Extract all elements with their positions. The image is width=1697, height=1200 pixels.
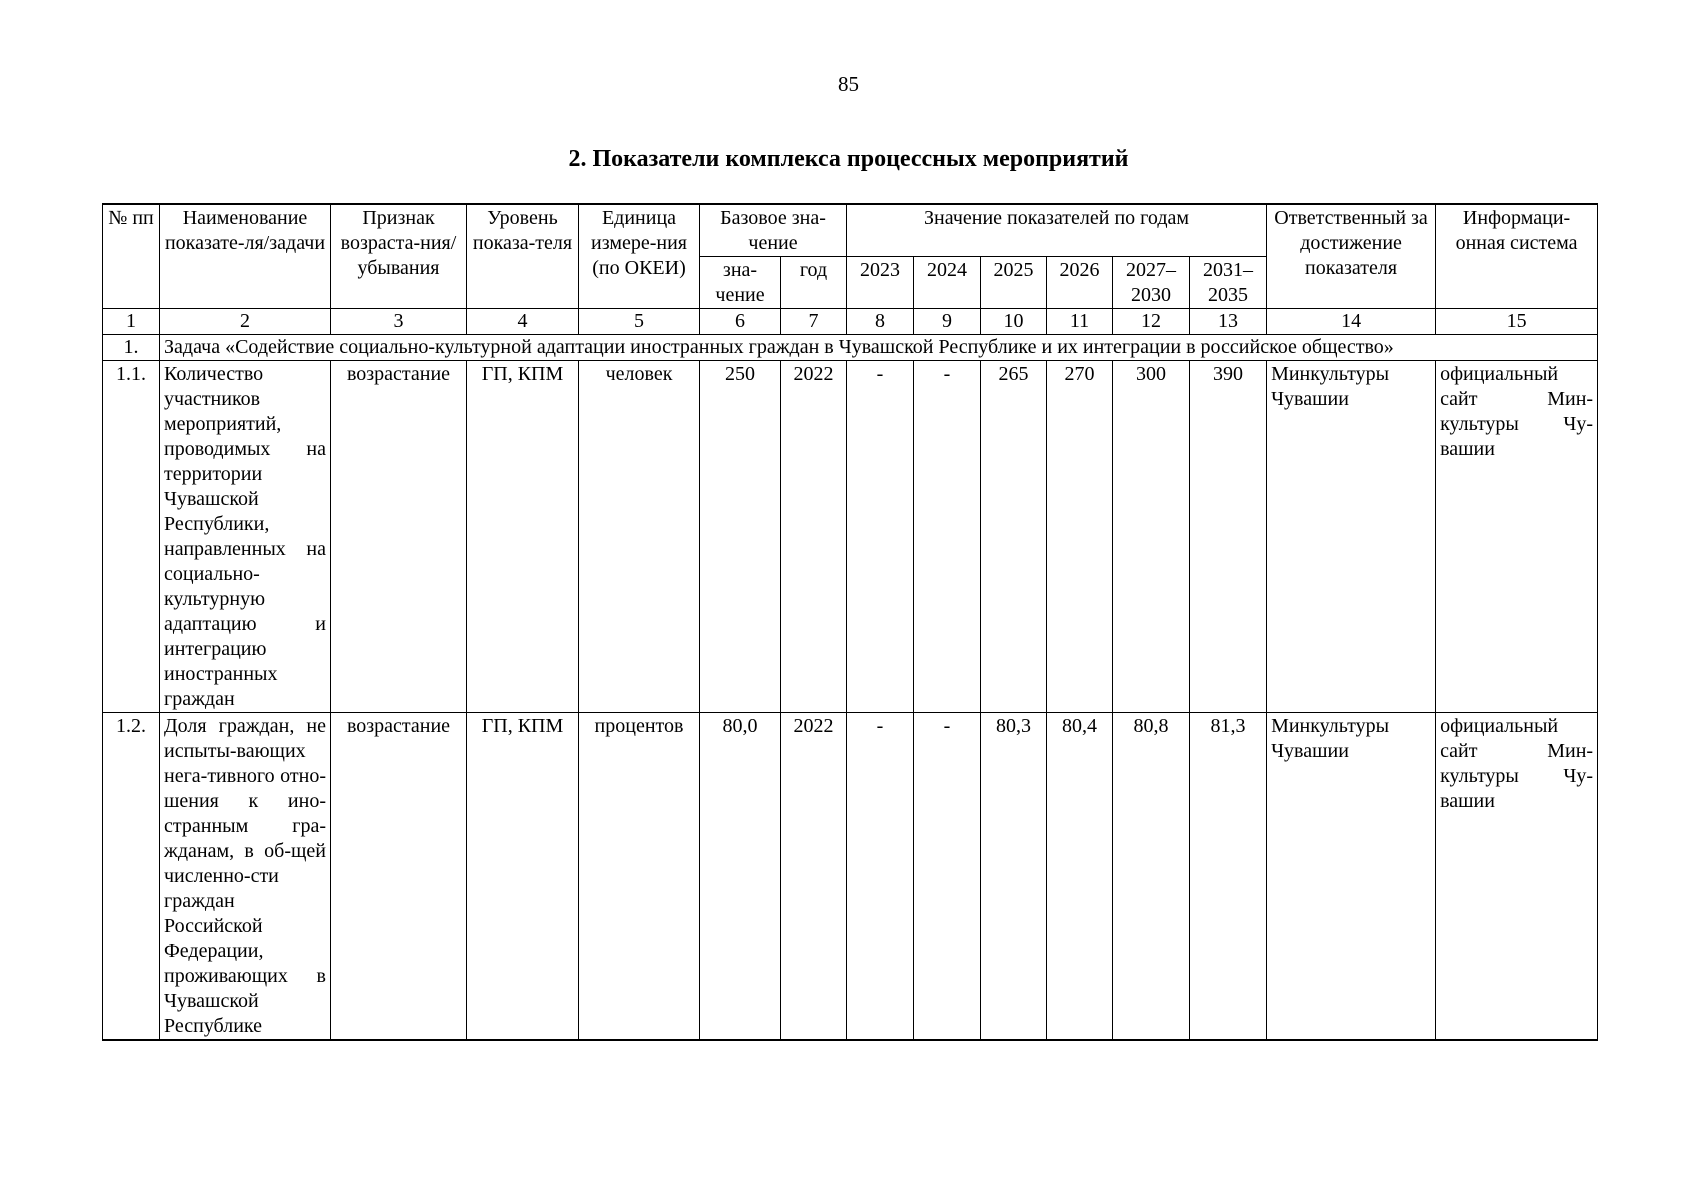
header-year-2025: 2025 [981, 257, 1047, 309]
value-2031-2035: 390 [1190, 361, 1267, 713]
header-year-2027-2030: 2027–2030 [1113, 257, 1190, 309]
column-number: 8 [847, 309, 914, 335]
value-2026: 270 [1047, 361, 1113, 713]
value-2023: - [847, 713, 914, 1041]
header-infosystem: Информаци-онная система [1436, 204, 1598, 309]
value-2031-2035: 81,3 [1190, 713, 1267, 1041]
base-value-cell: 250 [700, 361, 781, 713]
header-year-2024: 2024 [914, 257, 981, 309]
header-trend: Признак возраста-ния/ убывания [331, 204, 467, 309]
responsible-cell: Минкультуры Чувашии [1267, 361, 1436, 713]
infosystem-cell: официальный сайт Мин-культуры Чу-вашии [1436, 361, 1598, 713]
base-value-cell: 80,0 [700, 713, 781, 1041]
value-2024: - [914, 361, 981, 713]
table-row [103, 713, 1598, 1041]
column-number: 1 [103, 309, 160, 335]
value-2027-2030: 80,8 [1113, 713, 1190, 1041]
table-row [103, 361, 1598, 713]
value-2024: - [914, 713, 981, 1041]
value-2026: 80,4 [1047, 713, 1113, 1041]
task-number: 1. [103, 335, 160, 361]
column-number: 12 [1113, 309, 1190, 335]
page-title: 2. Показатели комплекса процессных мероприятий [568, 146, 1129, 172]
responsible-cell: Минкультуры Чувашии [1267, 713, 1436, 1041]
column-number: 9 [914, 309, 981, 335]
header-num: № пп [103, 204, 160, 309]
task-row [103, 335, 1598, 361]
column-number: 4 [467, 309, 579, 335]
value-2025: 80,3 [981, 713, 1047, 1041]
row-number: 1.1. [103, 361, 160, 713]
task-text: Задача «Содействие социально-культурной адаптации иностранных граждан в Чувашской Республике и их интеграции в российское общество» [160, 335, 1598, 361]
header-base-year: год [781, 257, 847, 309]
unit-cell: процентов [579, 713, 700, 1041]
header-base: Базовое зна-чение [700, 204, 847, 257]
header-years-group: Значение показателей по годам [847, 204, 1267, 257]
header-name: Наименование показате-ля/задачи [160, 204, 331, 309]
header-year-2023: 2023 [847, 257, 914, 309]
header-year-2031-2035: 2031–2035 [1190, 257, 1267, 309]
column-number: 15 [1436, 309, 1598, 335]
base-year-cell: 2022 [781, 713, 847, 1041]
unit-cell: человек [579, 361, 700, 713]
trend-cell: возрастание [331, 713, 467, 1041]
indicators-table [102, 203, 1598, 1041]
column-number: 13 [1190, 309, 1267, 335]
header-base-value: зна-чение [700, 257, 781, 309]
level-cell: ГП, КПМ [467, 713, 579, 1041]
header-unit: Единица измере-ния (по ОКЕИ) [579, 204, 700, 309]
column-number-row [103, 309, 1598, 335]
column-number: 5 [579, 309, 700, 335]
column-number: 7 [781, 309, 847, 335]
column-number: 10 [981, 309, 1047, 335]
header-level: Уровень показа-теля [467, 204, 579, 309]
indicator-name: Доля граждан, не испыты-вающих нега-тивного отно-шения к ино-странным гра-жданам, в об-щей численно-сти граждан Российской Федерации, проживающих в Чувашской Республике [160, 713, 331, 1041]
column-number: 2 [160, 309, 331, 335]
value-2027-2030: 300 [1113, 361, 1190, 713]
value-2025: 265 [981, 361, 1047, 713]
header-responsible: Ответственный за достижение показателя [1267, 204, 1436, 309]
column-number: 11 [1047, 309, 1113, 335]
column-number: 3 [331, 309, 467, 335]
base-year-cell: 2022 [781, 361, 847, 713]
trend-cell: возрастание [331, 361, 467, 713]
page-number: 85 [838, 72, 859, 96]
level-cell: ГП, КПМ [467, 361, 579, 713]
indicator-name: Количество участников мероприятий, проводимых на территории Чувашской Республики, направленных на социально-культурную адаптацию и интеграцию иностранных граждан [160, 361, 331, 713]
column-number: 14 [1267, 309, 1436, 335]
column-number: 6 [700, 309, 781, 335]
header-row [103, 204, 1598, 257]
infosystem-cell: официальный сайт Мин-культуры Чу-вашии [1436, 713, 1598, 1041]
header-year-2026: 2026 [1047, 257, 1113, 309]
value-2023: - [847, 361, 914, 713]
row-number: 1.2. [103, 713, 160, 1041]
